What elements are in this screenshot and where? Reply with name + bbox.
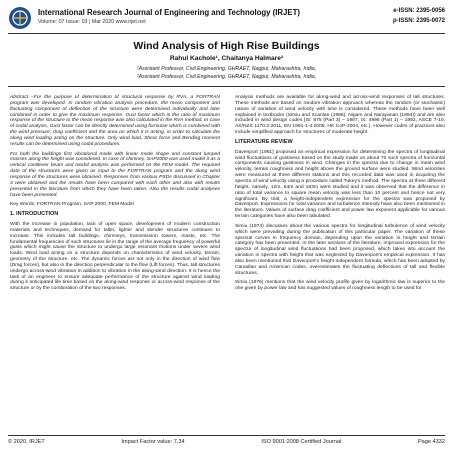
title-divider bbox=[8, 86, 445, 87]
simiu-1976-paragraph: Simiu (1976) mentions that the wind velocity profile given by logarithmic law is superior to the one given by power law and has suggested values of roughness length to be used for bbox=[235, 280, 445, 292]
iso-certification: ISO 9001:2008 Certified Journal bbox=[261, 439, 342, 445]
right-column bbox=[235, 95, 445, 296]
page-footer bbox=[8, 439, 445, 445]
abstract: Abstract –For the purpose of determination of structural response by RVA, a FORTRAN program was developed. In random vibration analysis procedure, the mean component and fluctuating component of deflection of the structure were determined individually and later combined in order to give the maximum response. Gust factor which is the ratio of maximum response of the structure to the mean response was also calculated in the RVA method. In case of codal analysis, Gust factor can be directly determined using formulae which is combined with the wind pressure, drag coefficient and the area on which it is acting, in order to calculate the along wind loading acting on the structure. Only wind load, Shear force and Bending moment results can be determined using codal procedures. bbox=[10, 95, 220, 147]
footer-divider bbox=[8, 435, 445, 436]
affiliation-2: ²Assistant Professor, Civil Engineering, GHRAET, Nagpur, Maharashtra, India, bbox=[136, 74, 317, 80]
journal-name: International Research Journal of Engineering and Technology (IRJET) bbox=[38, 8, 300, 17]
page-number: Page 4332 bbox=[417, 439, 445, 445]
affiliation-1: ¹Assistant Professor, Civil Engineering, GHRAET, Nagpur, Maharashtra, India, bbox=[136, 66, 317, 72]
introduction-heading: 1. INTRODUCTION bbox=[10, 211, 59, 218]
paper-authors: Rahul Kachole¹, Chaitanya Halmare² bbox=[169, 55, 284, 62]
impact-factor: Impact Factor value: 7.34 bbox=[121, 439, 185, 445]
abstract-continued: For both the buildings first vibrational mode with linear mode shape and constant lumped masses along the height was considered. In case of chimney, SAP2000 was used model it as a vertical cantilever beam and modal analysis was performed on the FEM model. The required data of the structures were given as input to the FORTRAN program and the along wind response of the structures were obtained. Responses from various PSDs discussed in Chapter 3 were obtained and the results have been compared with each other and also with results presented in the literature from which they have been taken. Also the results codal analyses have been presented. bbox=[10, 151, 220, 198]
header-divider bbox=[8, 33, 445, 34]
pissn: p-ISSN: 2395-0072 bbox=[392, 18, 445, 24]
copyright: © 2020, IRJET bbox=[8, 439, 45, 445]
davenport-paragraph: Davenport (1961) proposed an empirical expression for determining the spectra of longitudinal wind fluctuations of gustiness based on the study made on about 70 such spectra of horizontal components causing gustiness in wind. Changes in the spectra due to change in mean wind velocity, terrain roughness and height above the ground surface were studied. Wind velocities were measured at three different stations and this recorded data was used in acquiring the spectra of wind velocity using a procedure called Tukey's method. The spectra at three different height, namely, 12m, 64m and 183m were studied and it was observed that the difference in ratio of total variance to square mean velocity was less than 10 percent and hence not very significant. By trial, a height-independent expression for the spectra was proposed by Davenport. Expressions for total variance and turbulence intensity have also been mentioned in the literature. Values of surface drag coefficient and power law exponent applicable for various terrain categories have also been tabulated. bbox=[235, 149, 445, 220]
eissn: e-ISSN: 2395-0056 bbox=[393, 8, 445, 14]
left-column bbox=[10, 95, 220, 296]
literature-review-heading: LITERATURE REVIEW bbox=[235, 138, 293, 145]
introduction-text: With the increase in population, lack of open space, development of modern construction materials and techniques, demand for taller, lighter and slender structures continues to increase. This includes tall buildings, chimneys, transmission towers, masts, etc. The fundamental frequencies of such structures lie in the range of the average frequency of powerful gusts which might cause the structure to undergo large resonant motions under severe wind loads. Wind load acting on a structure depends on characteristics of wind velocity, terrain, geometry of the structure, etc. The dynamic forces act not only in the direction of wind flow (Drag forces), but also in the direction perpendicular to the flow (Lift forces). Thus, tall structures undergo across-wind vibration in addition to vibration in the along-wind direction. It is hence the task of an engineer to ensure adequate performance of the structure against wind loading during it anticipated life time based on the along-wind response or across-wind response of the structure or by the combination of the two responses. bbox=[10, 222, 220, 292]
paper-title: Wind Analysis of High Rise Buildings bbox=[133, 40, 320, 52]
journal-header bbox=[8, 6, 445, 32]
keywords: Key Words: FORTRAN Program, SAP 2000, FEM Model bbox=[10, 202, 134, 208]
methods-paragraph: Analysis methods are available for along-wind and across-wind responses of tall structures. These methods are based on random vibration approach whereas the random (or stochastic) nature of variation of wind velocity with time is considered. These methods have been well explained in textbooks (Simiu and Scanlan (1986), Nigam and Narayanan (1994)) and are also included in wind design codes [IS: 875 (Part 3) – 1987, IS: 4998 (Part 1) – 1992, ASCE 7-10, AS/NZS 1170.2:2011, EN 1991-1-4:2005, HK CoP-2004, etc.). However codes of practices also include simplified approach for structures of moderate height. bbox=[235, 95, 445, 136]
volume-info: Volume: 07 Issue: 03 | Mar 2020 www.irjet.net bbox=[38, 19, 146, 25]
irjet-logo bbox=[8, 6, 32, 30]
simiu-1974-paragraph: Simiu (1974) discusses about the various spectra for longitudinal turbulence of wind velocity which were prevailing during the publication of this particular paper. The variation of these spectral curves in frequency domain, depending upon the variation in height and terrain category has been presented. In the later sections of the literature, improved expression for the spectra of longitudinal wind fluctuations had been proposed, which takes into account the variation in spectra with height that was neglected by Davenport's empirical expression. It has also been mentioned that Davenport's height-independent formula, which has been adopted by Canadian and American codes, overestimates the fluctuating deflections of tall and flexible structures. bbox=[235, 223, 445, 276]
